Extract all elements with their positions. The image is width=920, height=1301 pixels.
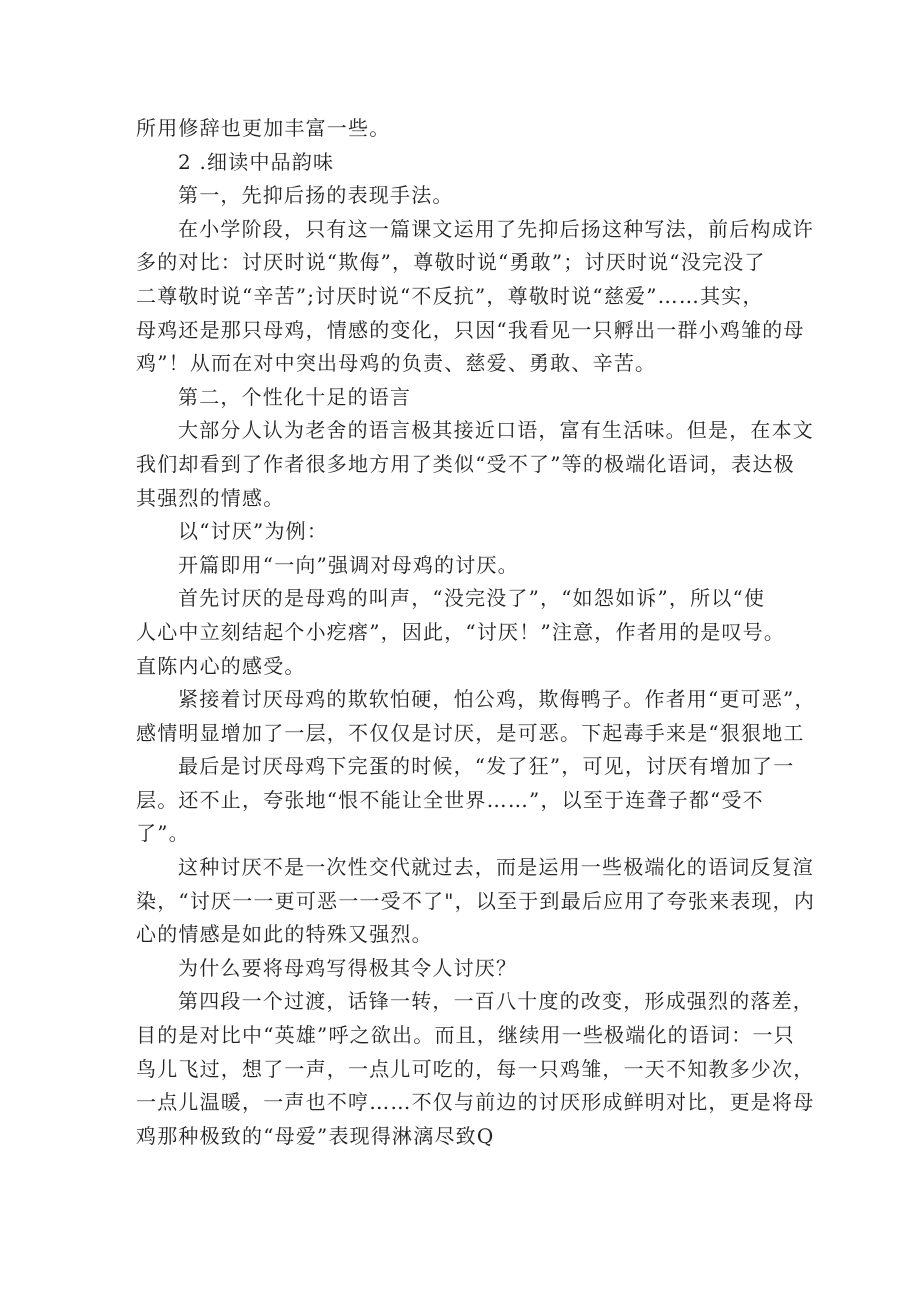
text-line: 母鸡还是那只母鸡，情感的变化，只因“我看见一只孵出一群小鸡雏的母: [136, 317, 805, 342]
document-body: [136, 112, 816, 1153]
text-line: 鸡”！从而在对中突出母鸡的负责、慈爱、勇敢、辛苦。: [136, 351, 657, 376]
paragraph: [136, 112, 796, 146]
paragraph: [136, 683, 816, 750]
text-line: 多的对比：讨厌时说“欺侮”，尊敬时说“勇敢”；讨厌时说“没完没了: [136, 250, 766, 275]
paragraph: [136, 213, 814, 381]
text-line: 第二，个性化十足的语言: [178, 384, 412, 409]
paragraph: [136, 851, 816, 952]
text-line: 二尊敬时说“辛苦”;讨厌时说“不反抗”，尊敬时说“慈爱”……其实，: [136, 283, 764, 308]
text-line: 感情明显增加了一层，不仅仅是讨厌，是可恶。下起毒手来是“狠狠地工: [136, 720, 805, 745]
text-line: 其强烈的情感。: [136, 485, 285, 510]
paragraph: [136, 179, 796, 213]
paragraph: [136, 515, 796, 549]
text-line: 以“讨厌”为例：: [178, 519, 329, 544]
text-line: 为什么要将母鸡写得极其令人讨厌？: [178, 955, 518, 980]
paragraph: [136, 549, 796, 583]
paragraph: [136, 750, 796, 851]
paragraph: [136, 381, 796, 415]
text-line: 人心中立刻结起个小疙瘩”，因此，“讨厌！”注意，作者用的是叹号。: [136, 619, 786, 644]
text-line: 心的情感是如此的特殊又强烈。: [136, 922, 433, 947]
paragraph: [136, 414, 814, 515]
text-line: 我们却看到了作者很多地方用了类似“受不了”等的极端化语词，表达极: [136, 451, 795, 476]
text-line: 首先讨厌的是母鸡的叫声，“没完没了”，“如怨如诉”，所以“使: [178, 586, 766, 611]
text-line: 染，“讨厌一一更可恶一一受不了"，以至于到最后应用了夸张来表现，内: [136, 888, 816, 913]
text-line: 了”。: [136, 821, 190, 846]
paragraph: [136, 582, 796, 683]
paragraph: [136, 952, 796, 986]
text-line: 2 .细读中品韵味: [178, 149, 335, 174]
text-line: 直陈内心的感受。: [136, 653, 306, 678]
paragraph: [136, 146, 796, 180]
text-line: 鸟儿飞过，想了一声，一点儿可吃的，每一只鸡雏，一天不知教多少次，: [136, 1056, 815, 1081]
text-line: 最后是讨厌母鸡下完蛋的时候，“发了狂”，可见，讨厌有增加了一: [178, 754, 795, 779]
text-line: 开篇即用“一向”强调对母鸡的讨厌。: [178, 552, 519, 577]
text-line: 所用修辞也更加丰富一些。: [136, 116, 391, 140]
text-line: 在小学阶段，只有这一篇课文运用了先抑后扬这种写法，前后构成许: [178, 216, 814, 241]
text-line: 第一，先抑后扬的表现手法。: [178, 183, 454, 208]
text-line: 层。还不止，夸张地“恨不能让全世界……”，以至于连聋子都“受不: [136, 787, 764, 812]
text-line: 第四段一个过渡，话锋一转，一百八十度的改变，形成强烈的落差，: [178, 989, 814, 1014]
text-line: 一点儿温暖，一声也不哼……不仅与前边的讨厌形成鲜明对比，更是将母: [136, 1090, 815, 1115]
text-line: 目的是对比中“英雄”呼之欲出。而且，继续用一些极端化的语词：一只: [136, 1023, 795, 1048]
paragraph: [136, 985, 815, 1153]
text-line: 这种讨厌不是一次性交代就过去，而是运用一些极端化的语词反复渲: [178, 855, 814, 880]
text-line: 鸡那种极致的“母爱”表现得淋漓尽致Q: [136, 1123, 495, 1148]
text-line: 紧接着讨厌母鸡的欺软怕硬，怕公鸡，欺侮鸭子。作者用“更可恶”，: [178, 687, 816, 712]
text-line: 大部分人认为老舍的语言极其接近口语，富有生活味。但是，在本文: [178, 418, 814, 443]
